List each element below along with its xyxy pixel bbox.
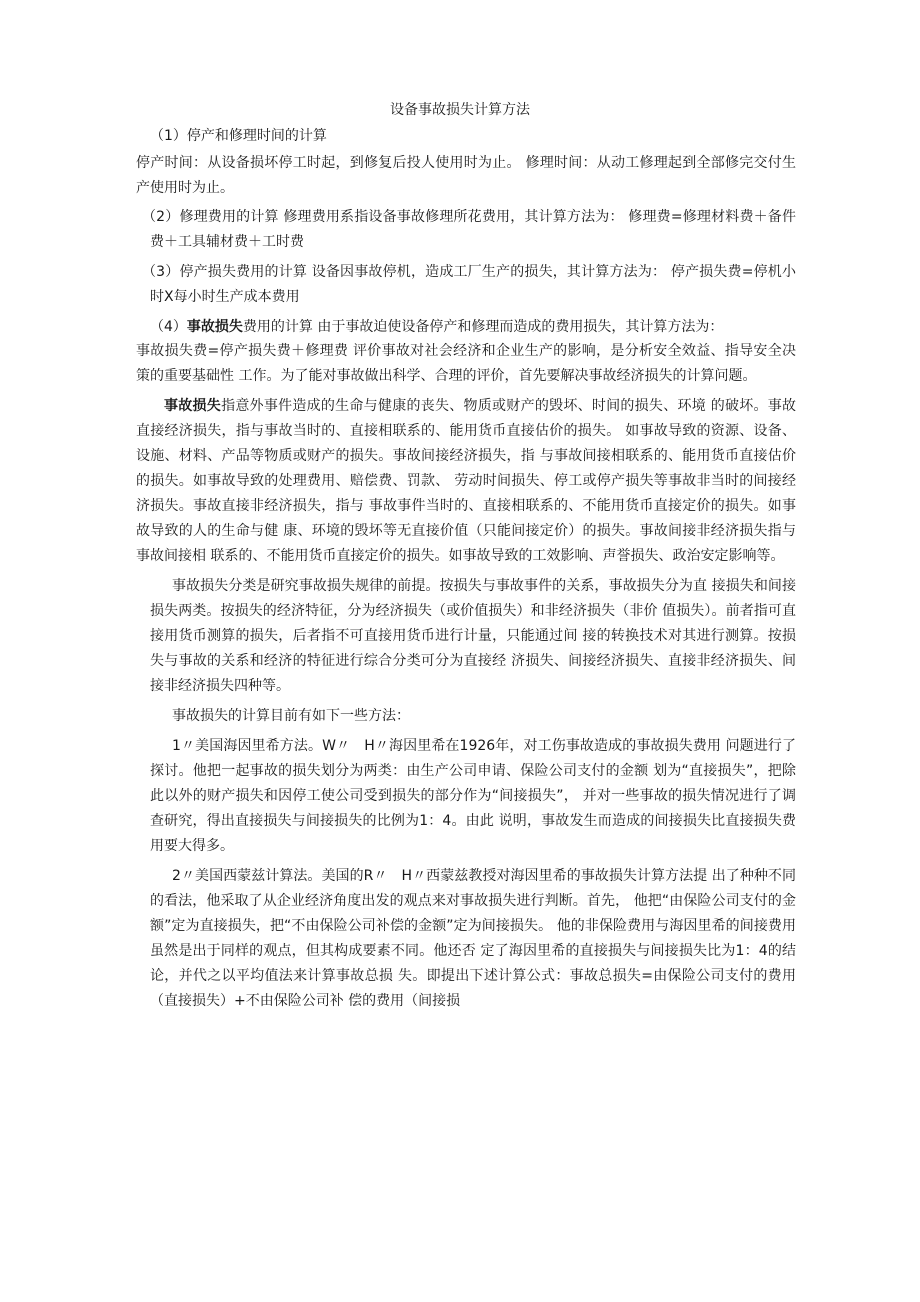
section-4-bold-term: 事故损失 xyxy=(186,319,243,335)
section-4-prefix: （4） xyxy=(150,319,187,335)
methods-intro: 事故损失的计算目前有如下一些方法： xyxy=(172,708,410,724)
method-2-paragraph: 2〃美国西蒙兹计算法。美国的R〃 H〃西蒙兹教授对海因里希的事故损失计算方法提 出了种种不同的看法，他采取了从企业经济角度出发的观点来对事故损失进行判断。首先， 他把“由保险公司支付的金额”定为直接损失，把“不由保险公司补偿的金额”定为间接损失。 他的非保险费用与海因里希的间接费用虽然是出于同样的观点，但其构成要素不同。他还否 定了海因里希的直接损失与间接损失比为1：4的结论，并代之以平均值法来计算事故总损 失。即提出下述计算公式：事故总损失=由保险公司支付的费用（直接损失）+不由保险公司补 偿的费用（间接损 xyxy=(150,868,796,1009)
section-1-heading: （1）停产和修理时间的计算 xyxy=(150,128,327,144)
section-3-paragraph: （3）停产损失费用的计算 设备因事故停机，造成工厂生产的损失，其计算方法为： 停产损失费=停机小时X每小时生产成本费用 xyxy=(142,264,796,305)
document-body xyxy=(136,124,796,1019)
definition-bold-term: 事故损失 xyxy=(164,398,222,414)
document-title: 设备事故损失计算方法 xyxy=(390,102,530,118)
definition-text: 指意外事件造成的生命与健康的丧失、物质或财产的毁坏、时间的损失、环境 的破坏。事故直接经济损失，指与事故当时的、直接相联系的、能用货币直接估价的损失。 如事故导致的资源、设备、设施、材料、产品等物质或财产的损失。事故间接经济损失，指 与事故间接相联系的、能用货币直接估价的损失。如事故导致的处理费用、赔偿费、罚款、 劳动时间损失、停工或停产损失等事故非当时的间接经济损失。事故直接非经济损失，指与 事故事件当时的、直接相联系的、不能用货币直接定价的损失。如事故导致的人的生命与健 康、环境的毁坏等无直接价值（只能间接定价）的损失。事故间接非经济损失指与事故间接相 联系的、不能用货币直接定价的损失。如事故导致的工效影响、声誉损失、政治安定影响等。 xyxy=(136,398,797,564)
section-4-body: 事故损失费=停产损失费＋修理费 评价事故对社会经济和企业生产的影响，是分析安全效益、指导安全决策的重要基础性 工作。为了能对事故做出科学、合理的评价，首先要解决事故经济损失的计算问题。 xyxy=(136,343,796,384)
definition-paragraph xyxy=(136,394,796,569)
section-4-heading xyxy=(136,315,796,340)
section-2-paragraph: （2）修理费用的计算 修理费用系指设备事故修理所花费用，其计算方法为： 修理费=修理材料费＋备件费＋工具辅材费＋工时费 xyxy=(142,209,796,250)
section-4-rest: 费用的计算 由于事故迫使设备停产和修理而造成的费用损失，其计算方法为： xyxy=(242,319,724,335)
method-1-paragraph: 1〃美国海因里希方法。W〃 H〃海因里希在1926年，对工伤事故造成的事故损失费用 问题进行了探讨。他把一起事故的损失划分为两类：由生产公司申请、保险公司支付的金额 划为“直接损失”，把除此以外的财产损失和因停工使公司受到损失的部分作为“间接损失”， 并对一些事故的损失情况进行了调查研究，得出直接损失与间接损失的比例为1：4。由此 说明，事故发生而造成的间接损失比直接损失费用要大得多。 xyxy=(150,738,796,854)
section-1-body: 停产时间：从设备损坏停工时起，到修复后投人使用时为止。 修理时间：从动工修理起到全部修完交付生产使用时为止。 xyxy=(136,155,796,196)
classification-paragraph: 事故损失分类是研究事故损失规律的前提。按损失与事故事件的关系，事故损失分为直 接损失和间接损失两类。按损失的经济特征，分为经济损失（或价值损失）和非经济损失（非价 值损失）。前者指可直接用货币测算的损失，后者指不可直接用货币进行计量，只能通过间 接的转换技术对其进行测算。按损失与事故的关系和经济的特征进行综合分类可分为直接经 济损失、间接经济损失、直接非经济损失、间接非经济损失四种等。 xyxy=(150,578,796,694)
